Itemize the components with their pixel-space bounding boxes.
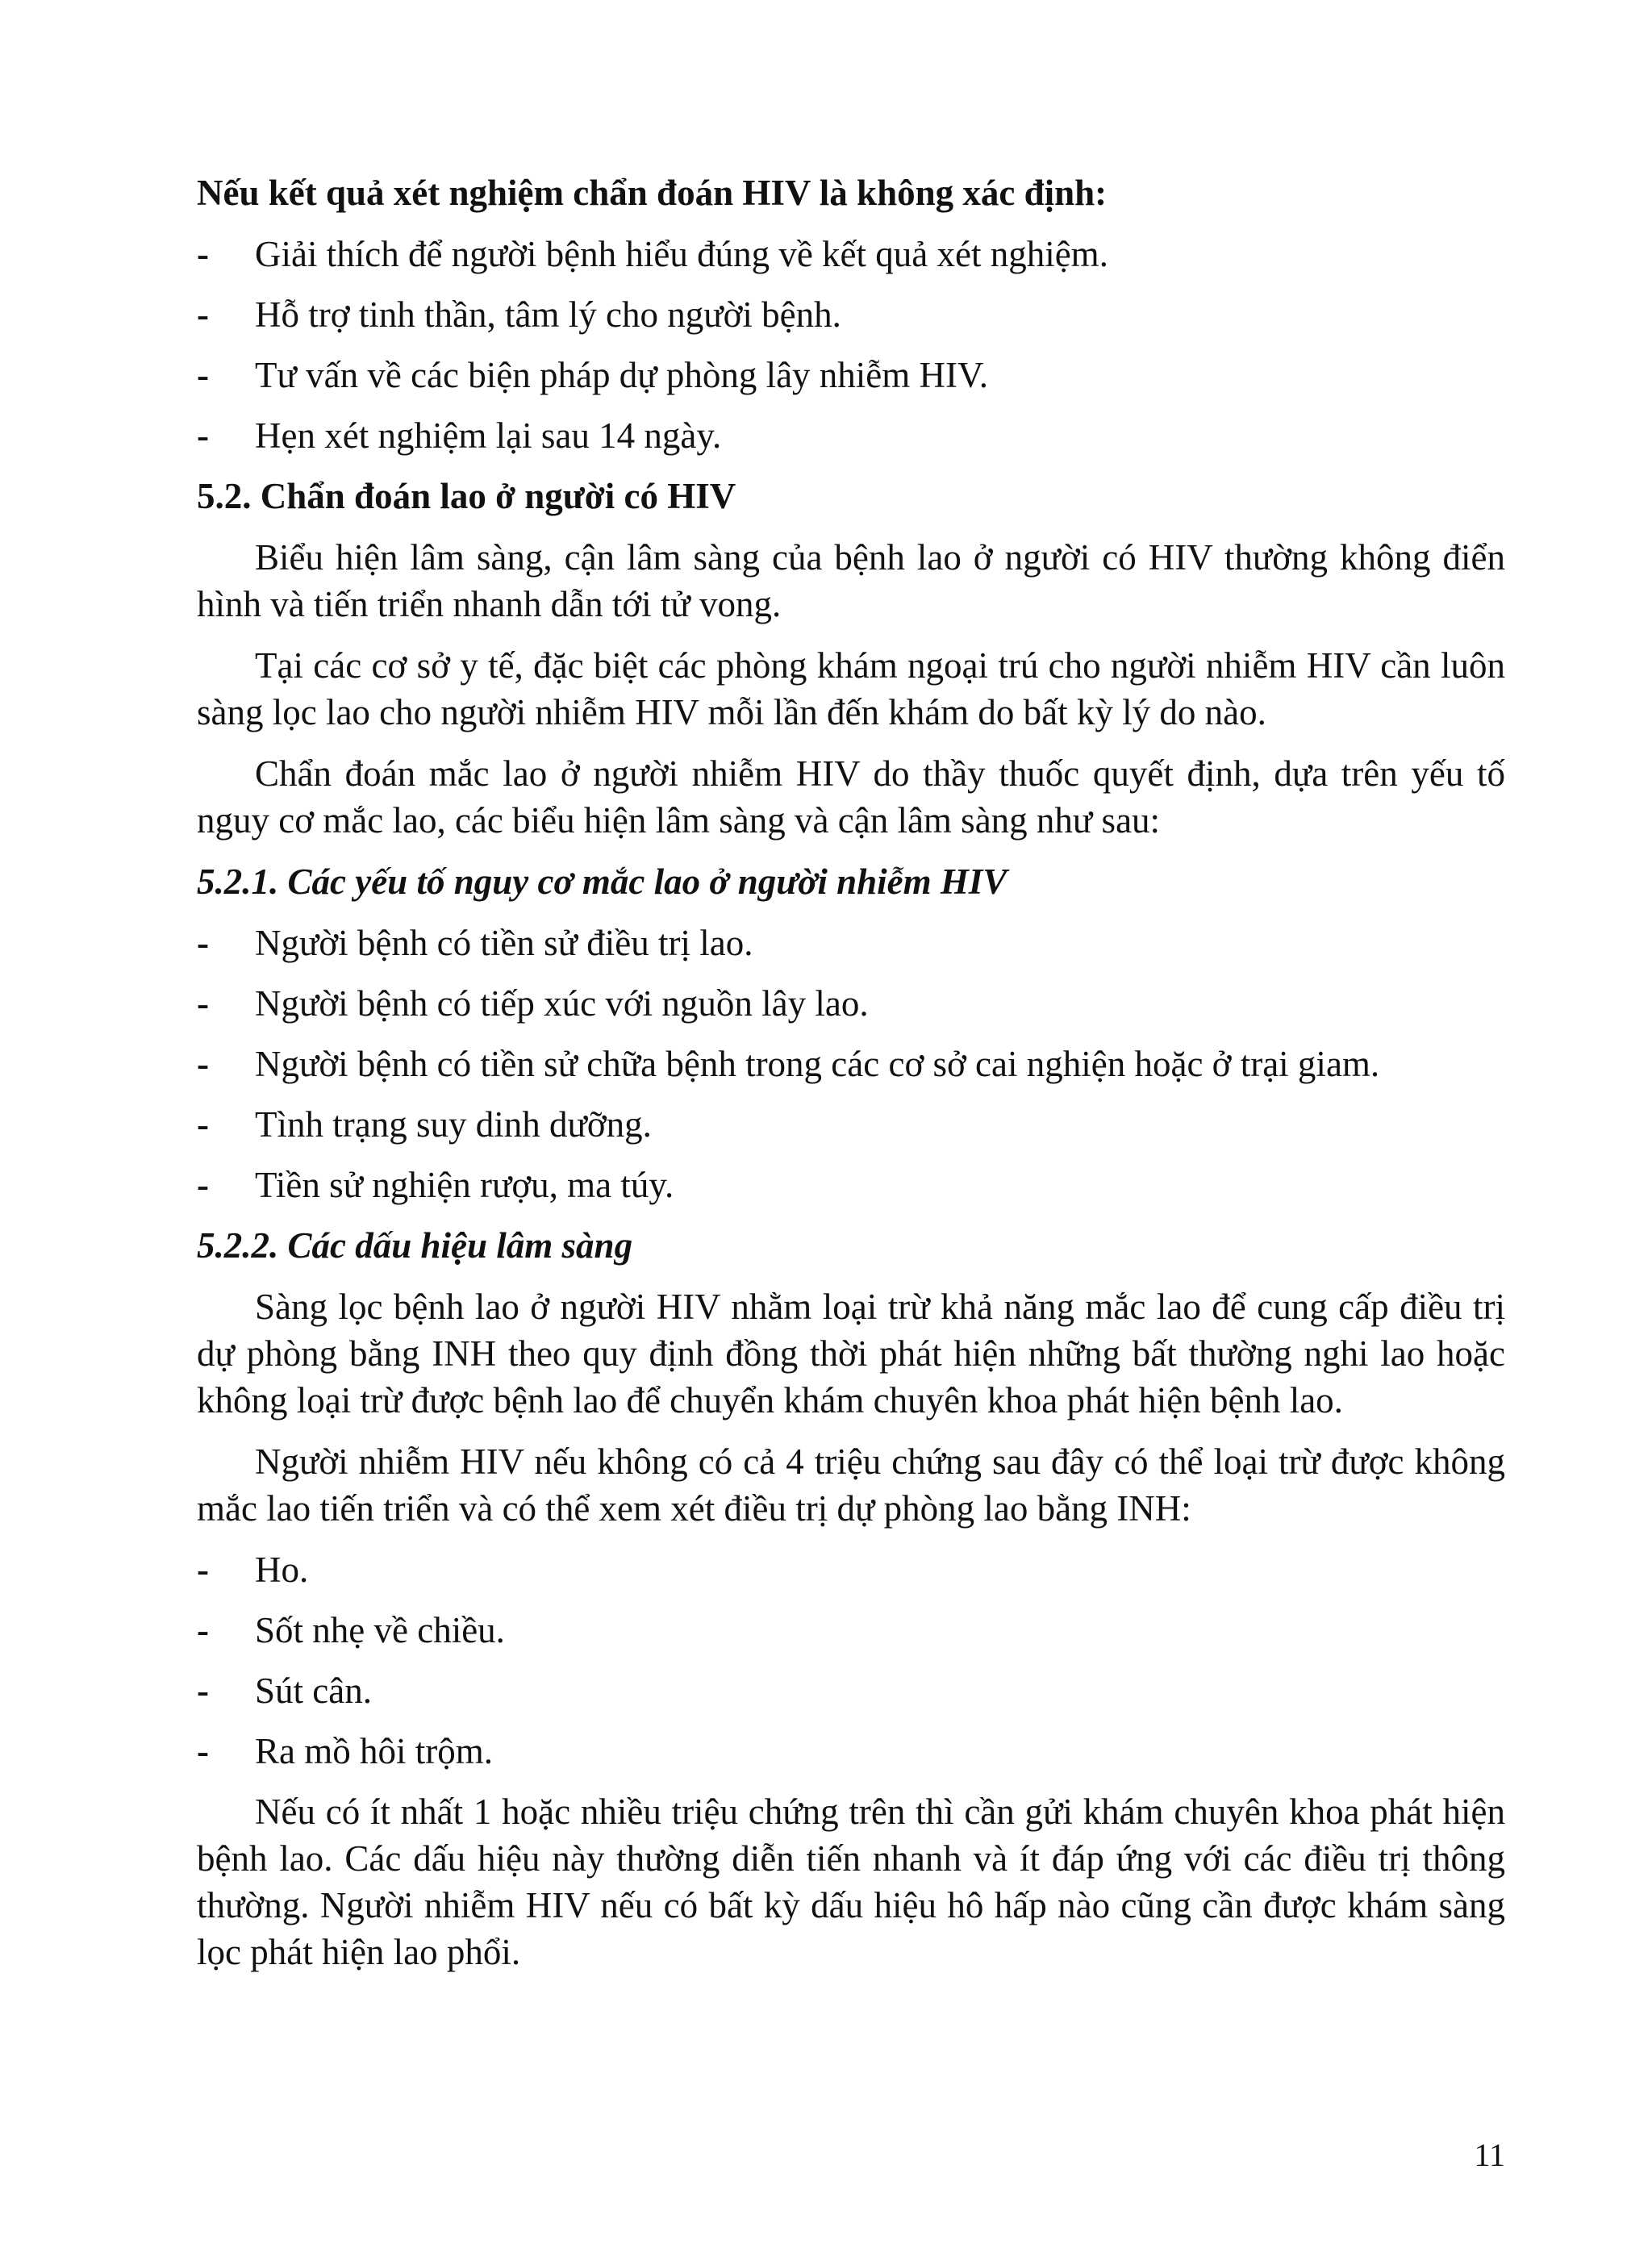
list-item-text: Tiền sử nghiện rượu, ma túy. — [255, 1165, 674, 1205]
list-item-text: Ra mồ hôi trộm. — [255, 1731, 493, 1771]
list-item — [197, 352, 1505, 398]
paragraph: Tại các cơ sở y tế, đặc biệt các phòng khám ngoại trú cho người nhiễm HIV cần luôn sàng lọc lao cho người nhiễm HIV mỗi lần đến khám do bất kỳ lý do nào. — [197, 645, 1505, 732]
paragraph: Người nhiễm HIV nếu không có cả 4 triệu chứng sau đây có thể loại trừ được không mắc lao tiến triển và có thể xem xét điều trị dự phòng lao bằng INH: — [197, 1441, 1505, 1529]
bullet-dash: - — [197, 294, 209, 335]
list-item — [197, 1162, 1505, 1208]
bullet-dash: - — [197, 983, 209, 1024]
page-number: 11 — [1474, 2137, 1505, 2173]
list-item-text: Người bệnh có tiếp xúc với nguồn lây lao. — [255, 983, 869, 1024]
list-item-text: Giải thích để người bệnh hiểu đúng về kết quả xét nghiệm. — [255, 234, 1108, 274]
paragraph: Nếu có ít nhất 1 hoặc nhiều triệu chứng trên thì cần gửi khám chuyên khoa phát hiện bệnh lao. Các dấu hiệu này thường diễn tiến nhanh và ít đáp ứng với các điều trị thông thường. Người nhiễm HIV nếu có bất kỳ dấu hiệu hô hấp nào cũng cần được khám sàng lọc phát hiện lao phổi. — [197, 1792, 1505, 1972]
bullet-dash: - — [197, 1104, 209, 1145]
bullet-dash: - — [197, 1671, 209, 1711]
list-item-text: Tư vấn về các biện pháp dự phòng lây nhiễm HIV. — [255, 355, 988, 395]
list-item — [197, 980, 1505, 1027]
list-item — [197, 920, 1505, 966]
bullet-dash: - — [197, 1731, 209, 1771]
list-item-text: Người bệnh có tiền sử điều trị lao. — [255, 923, 753, 963]
list-item — [197, 1728, 1505, 1775]
bullet-dash: - — [197, 1550, 209, 1590]
paragraph: Chẩn đoán mắc lao ở người nhiễm HIV do thầy thuốc quyết định, dựa trên yếu tố nguy cơ mắc lao, các biểu hiện lâm sàng và cận lâm sàng như sau: — [197, 753, 1505, 841]
list-item — [197, 1101, 1505, 1148]
list-item — [197, 1546, 1505, 1593]
bullet-dash: - — [197, 355, 209, 395]
indeterminate-result-heading: Nếu kết quả xét nghiệm chẩn đoán HIV là không xác định: — [197, 173, 1108, 213]
paragraph: Sàng lọc bệnh lao ở người HIV nhằm loại trừ khả năng mắc lao để cung cấp điều trị dự phòng bằng INH theo quy định đồng thời phát hiện những bất thường nghi lao hoặc không loại trừ được bệnh lao để chuyển khám chuyên khoa phát hiện bệnh lao. — [197, 1287, 1505, 1420]
bullet-dash: - — [197, 1165, 209, 1205]
list-item — [197, 1607, 1505, 1654]
indeterminate-result-list — [197, 231, 1505, 459]
document-page — [197, 169, 1505, 1990]
list-item — [197, 291, 1505, 338]
section-5-2-heading: 5.2. Chẩn đoán lao ở người có HIV — [197, 476, 736, 516]
bullet-dash: - — [197, 415, 209, 456]
list-item-text: Hỗ trợ tinh thần, tâm lý cho người bệnh. — [255, 294, 841, 335]
risk-factor-list — [197, 920, 1505, 1208]
list-item — [197, 1041, 1505, 1087]
list-item — [197, 412, 1505, 459]
bullet-dash: - — [197, 1610, 209, 1650]
list-item-text: Sốt nhẹ về chiều. — [255, 1610, 505, 1650]
list-item-text: Sút cân. — [255, 1671, 372, 1711]
list-item-text: Tình trạng suy dinh dưỡng. — [255, 1104, 652, 1145]
bullet-dash: - — [197, 234, 209, 274]
list-item-text: Ho. — [255, 1550, 309, 1590]
paragraph: Biểu hiện lâm sàng, cận lâm sàng của bệnh lao ở người có HIV thường không điển hình và tiến triển nhanh dẫn tới tử vong. — [197, 537, 1505, 624]
section-5-2-2-heading: 5.2.2. Các dấu hiệu lâm sàng — [197, 1225, 633, 1266]
list-item-text: Người bệnh có tiền sử chữa bệnh trong các cơ sở cai nghiện hoặc ở trại giam. — [255, 1044, 1380, 1084]
section-5-2-1-heading: 5.2.1. Các yếu tố nguy cơ mắc lao ở người nhiễm HIV — [197, 861, 1007, 902]
bullet-dash: - — [197, 1044, 209, 1084]
bullet-dash: - — [197, 923, 209, 963]
list-item-text: Hẹn xét nghiệm lại sau 14 ngày. — [255, 415, 722, 456]
symptom-list — [197, 1546, 1505, 1775]
list-item — [197, 1667, 1505, 1714]
list-item — [197, 231, 1505, 277]
